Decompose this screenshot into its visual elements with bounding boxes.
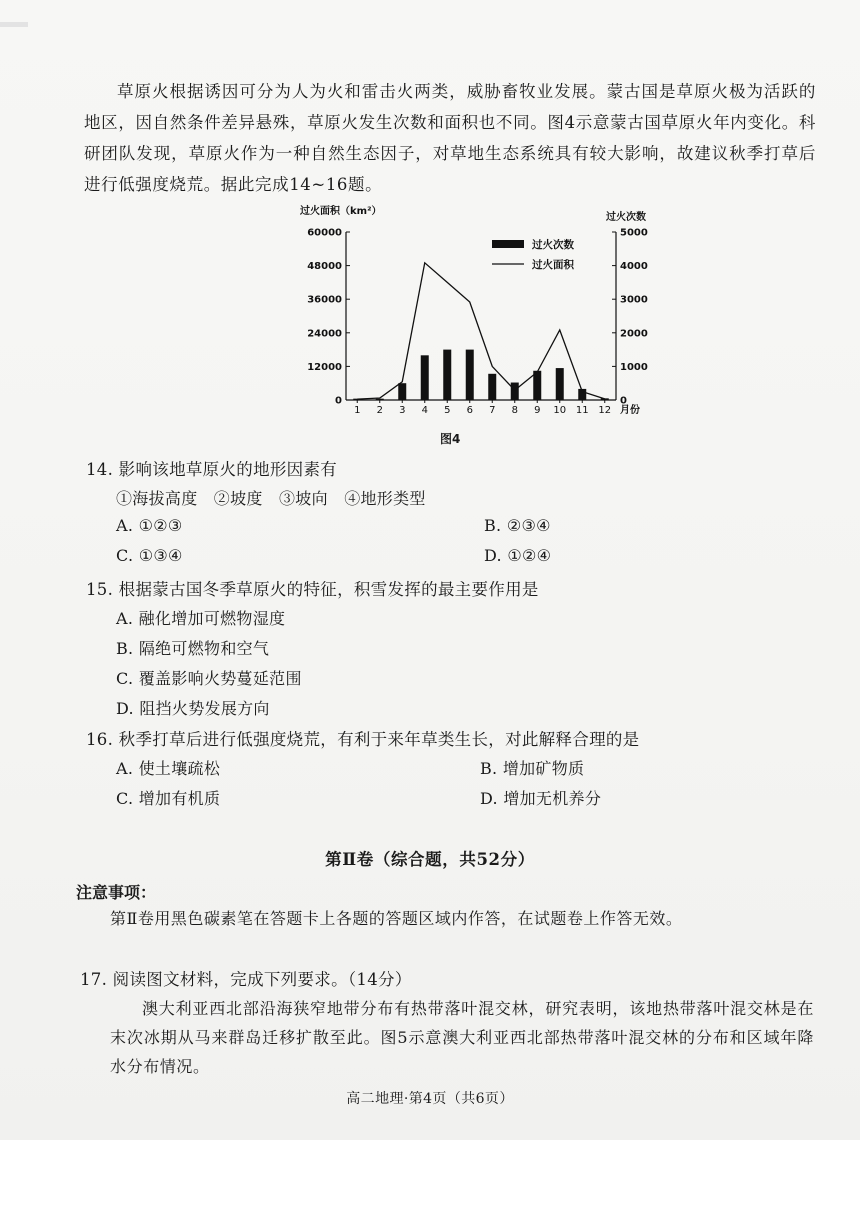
bar-fire-count [421, 355, 429, 400]
bar-fire-count [511, 383, 519, 400]
question-14-option-d[interactable]: D. ①②④ [484, 546, 552, 565]
scan-mark [0, 22, 28, 27]
line-burned-area [357, 263, 605, 399]
question-16-option-a[interactable]: A. 使土壤疏松 [116, 759, 221, 778]
bar-fire-count [443, 350, 451, 400]
figure-4-chart [300, 200, 680, 425]
question-16-option-c[interactable]: C. 增加有机质 [116, 789, 221, 808]
x-axis-tick-label: 3 [399, 405, 406, 416]
bar-fire-count [398, 383, 406, 400]
figure-caption: 图4 [440, 432, 461, 446]
right-axis-tick-label: 5000 [620, 227, 648, 239]
question-17-stem: 17. 阅读图文材料，完成下列要求。（14分） [80, 970, 412, 989]
right-axis-tick-label: 0 [620, 395, 627, 407]
question-15-option-c[interactable]: C. 覆盖影响火势蔓延范围 [116, 669, 302, 688]
left-axis-tick-label: 24000 [307, 328, 342, 340]
right-axis-tick-label: 2000 [620, 328, 648, 340]
question-16-stem: 16. 秋季打草后进行低强度烧荒，有利于来年草类生长，对此解释合理的是 [86, 730, 640, 749]
question-14-option-c[interactable]: C. ①③④ [116, 546, 183, 565]
left-axis-title: 过火面积（km²） [300, 206, 382, 217]
question-14-option-b[interactable]: B. ②③④ [484, 516, 551, 535]
section-2-title: 第Ⅱ卷（综合题，共52分） [325, 850, 535, 869]
question-15-option-b[interactable]: B. 隔绝可燃物和空气 [116, 639, 270, 658]
x-axis-tick-label: 5 [444, 405, 451, 416]
question-16-option-d[interactable]: D. 增加无机养分 [480, 789, 602, 808]
question-14-factors: ①海拔高度 ②坡度 ③坡向 ④地形类型 [116, 489, 426, 508]
x-axis-unit: 月份 [620, 405, 640, 416]
left-axis-tick-label: 60000 [307, 227, 342, 239]
bar-fire-count [533, 371, 541, 400]
question-15-stem: 15. 根据蒙古国冬季草原火的特征，积雪发挥的最主要作用是 [86, 580, 539, 599]
question-15-option-d[interactable]: D. 阻挡火势发展方向 [116, 699, 270, 718]
left-axis-tick-label: 0 [335, 395, 342, 407]
bar-fire-count [466, 350, 474, 400]
x-axis-tick-label: 8 [511, 405, 518, 416]
right-axis-title: 过火次数 [606, 212, 646, 223]
question-14-stem: 14. 影响该地草原火的地形因素有 [86, 460, 338, 479]
x-axis-tick-label: 6 [466, 405, 473, 416]
x-axis-tick-label: 7 [489, 405, 496, 416]
x-axis-tick-label: 2 [376, 405, 383, 416]
legend-bar-swatch [492, 240, 524, 248]
x-axis-tick-label: 4 [421, 405, 428, 416]
right-axis-tick-label: 3000 [620, 294, 648, 306]
bar-fire-count [376, 399, 384, 400]
left-axis-tick-label: 36000 [307, 294, 342, 306]
question-15-option-a[interactable]: A. 融化增加可燃物湿度 [116, 609, 286, 628]
x-axis-tick-label: 10 [553, 405, 567, 416]
x-axis-tick-label: 11 [575, 405, 589, 416]
notes-heading: 注意事项： [76, 883, 157, 902]
page-footer: 高二地理·第4页（共6页） [346, 1091, 514, 1107]
question-16-option-b[interactable]: B. 增加矿物质 [480, 759, 585, 778]
bar-fire-count [488, 374, 496, 400]
legend-bar-label: 过火次数 [532, 239, 574, 251]
question-14-option-a[interactable]: A. ①②③ [116, 516, 183, 535]
notes-body: 第Ⅱ卷用黑色碳素笔在答题卡上各题的答题区域内作答，在试题卷上作答无效。 [110, 909, 683, 928]
x-axis-tick-label: 9 [534, 405, 541, 416]
legend-line-label: 过火面积 [532, 259, 574, 271]
x-axis-tick-label: 12 [598, 405, 612, 416]
right-axis-tick-label: 1000 [620, 361, 648, 373]
intro-paragraph: 草原火根据诱因可分为人为火和雷击火两类，威胁畜牧业发展。蒙古国是草原火极为活跃的地区，因自然条件差异悬殊，草原火发生次数和面积也不同。图4示意蒙古国草原火年内变化。科研团队发现，草原火作为一种自然生态因子，对草地生态系统具有较大影响，故建议秋季打草后进行低强度烧荒。据此完成14~16题。 [84, 82, 816, 194]
right-axis-tick-label: 4000 [620, 261, 648, 273]
left-axis-tick-label: 48000 [307, 261, 342, 273]
question-17-material: 澳大利亚西北部沿海狭窄地带分布有热带落叶混交林，研究表明，该地热带落叶混交林是在末次冰期从马来群岛迁移扩散至此。图5示意澳大利亚西北部热带落叶混交林的分布和区域年降水分布情况。 [110, 999, 814, 1076]
x-axis-tick-label: 1 [354, 405, 361, 416]
left-axis-tick-label: 12000 [307, 361, 342, 373]
bar-fire-count [556, 368, 564, 400]
